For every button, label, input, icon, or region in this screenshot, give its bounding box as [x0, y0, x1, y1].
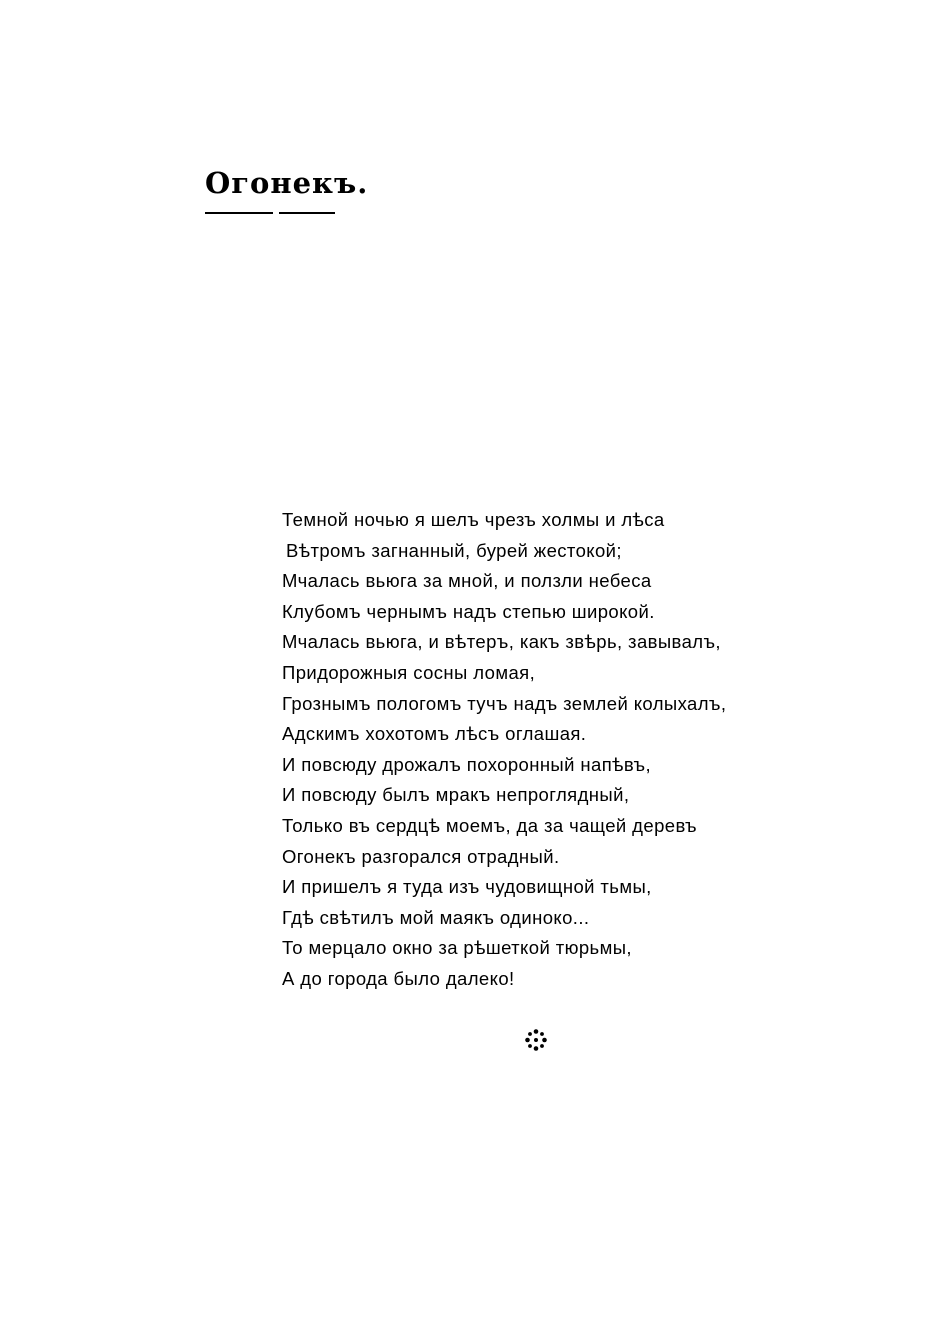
poem-line: Гдѣ свѣтилъ мой маякъ одиноко...	[282, 906, 590, 928]
page-title: Огонекъ.	[205, 166, 369, 200]
poem-line: Адскимъ хохотомъ лѣсъ оглашая.	[282, 723, 587, 745]
poem	[282, 505, 726, 995]
poem-line: Только въ сердцѣ моемъ, да за чащей деревъ	[282, 814, 698, 836]
poem-line: Вѣтромъ загнанный, бурей жестокой;	[286, 539, 622, 561]
poem-line: Мчалась вьюга, и вѣтеръ, какъ звѣрь, завывалъ,	[282, 631, 721, 653]
poem-line: Грознымъ пологомъ тучъ надъ землей колыхалъ,	[282, 692, 727, 714]
poem-line: И повсюду былъ мракъ непроглядный,	[282, 784, 630, 806]
title-underline	[205, 212, 335, 214]
poem-line: А до города было далеко!	[282, 967, 515, 989]
title-underline-gap	[273, 211, 279, 215]
title-block	[205, 166, 369, 200]
poem-line: То мерцало окно за рѣшеткой тюрьмы,	[282, 937, 632, 959]
poem-line: Мчалась вьюга за мной, и ползли небеса	[282, 570, 652, 592]
poem-line: И пришелъ я туда изъ чудовищной тьмы,	[282, 876, 652, 898]
asterism-ornament-icon	[524, 1028, 548, 1052]
poem-line: Придорожныя сосны ломая,	[282, 661, 536, 683]
poem-line: Клубомъ чернымъ надъ степью широкой.	[282, 600, 655, 622]
poem-line: Темной ночью я шелъ чрезъ холмы и лѣса	[282, 509, 665, 530]
poem-line: Огонекъ разгорался отрадный.	[282, 845, 560, 867]
poem-line: И повсюду дрожалъ похоронный напѣвъ,	[282, 753, 651, 775]
